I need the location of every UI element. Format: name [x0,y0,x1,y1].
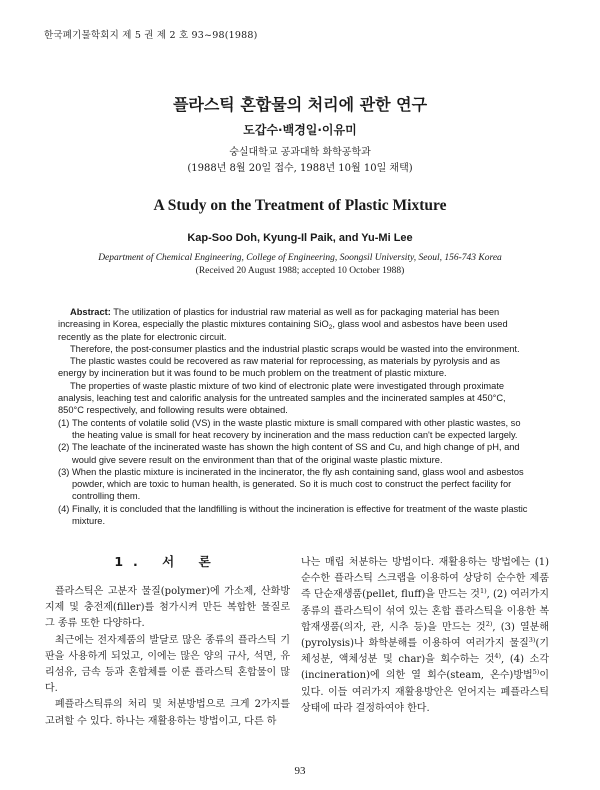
english-authors: Kap-Soo Doh, Kyung-Il Paik, and Yu-Mi Lee [187,232,413,244]
english-dates: (Received 20 August 1988; accepted 10 October 1988) [195,266,405,276]
body-text: , (2) 여러가지 종류의 플라스틱이 섞여 있는 혼합 플라스틱을 이용한 복합재생품(의자, 관, 시추 등)을 만드는 것 [301,589,550,633]
list-item [58,466,530,503]
right-column [301,555,549,717]
english-title: A Study on the Treatment of Plastic Mixture [153,197,447,214]
list-item [58,503,530,528]
body-text: , (3) 열분해(pyrolysis)나 화학분해를 이용하여 여러가지 물질 [301,621,549,650]
list-item [58,417,530,442]
item-text: Finally, it is concluded that the landfilling is without the incineration is effective for treatment of the waste plastic mixture. [72,503,528,527]
english-affiliation: Department of Chemical Engineering, College of Engineering, Soongsil University, Seoul, 156-743 Korea [98,253,502,263]
body-paragraph: 최근에는 전자제품의 발달로 많은 종류의 플라스틱 기판을 사용하게 되었고, 이에는 많은 양의 규사, 석면, 유리섬유, 금속 등과 혼합체를 이룬 플라스틱 혼합물이 많다. [45,634,290,695]
body-paragraph: 폐플라스틱류의 처리 및 처분방법으로 크게 2가지를 고려할 수 있다. 하나는 재활용하는 방법이고, 다른 하 [45,699,290,727]
list-item [58,441,530,466]
item-text: The contents of volatile solid (VS) in the waste plastic mixture is small compared with other plastic wastes, so the heating value is small for heat recovery by incineration and the mass reduction can't be expected largely. [72,417,521,440]
item-number: (3) [58,466,70,477]
body-text: (기체성분, 액체성분 및 char)을 회수하는 것 [301,638,549,666]
item-number: (1) [58,417,70,428]
journal-header: 한국폐기물학회지 제 5 권 제 2 호 93~98(1988) [44,30,258,41]
body-paragraph [301,555,549,717]
results-list [58,417,530,528]
page-number: 93 [294,765,306,777]
abstract-paragraph: Therefore, the post-consumer plastics and the industrial plastic scraps would be wasted into the environment. [70,343,520,354]
korean-affiliation: 숭실대학교 공과대학 화학공학과 [229,147,371,158]
abstract-paragraph: The properties of waste plastic mixture of two kind of electronic plate were investigated through proximate analysis, leaching test and calorific analysis for the untreated samples and the incinerated samples at 450°C, 850°C respectively, and following results were obtained. [58,380,506,416]
abstract [58,306,530,527]
citation: 4) [494,652,502,661]
korean-title: 플라스틱 혼합물의 처리에 관한 연구 [172,95,428,114]
item-number: (4) [58,503,70,514]
body-text: 이 있다. 이들 여러가지 재활용방안은 얻어지는 폐플라스틱 상태에 따라 결정하여야 한다. [301,670,549,714]
item-text: When the plastic mixture is incinerated in the incinerator, the fly ash containing sand, glass wool and asbestos powder, which are toxic to human health, is generated. So it is much cost to construct the perfect facility for controlling them. [72,466,524,502]
body-paragraph: 플라스틱은 고분자 물질(polymer)에 가소제, 산화방지제 및 충전제(filler)를 첨가시켜 만든 복합한 물질로 그 종류 또한 다양하다. [45,586,290,630]
abstract-text: The utilization of plastics for industrial raw material as well as for packaging material has been increasing in Korea, especially the plastic mixtures containing SiO [58,307,500,330]
citation: 2) [485,619,493,628]
korean-authors: 도갑수·백경일·이유미 [243,123,357,137]
citation: 5) [532,668,540,677]
body-text: , (4) 소각(incineration)에 의한 열 회수(steam, 온수)방법 [301,654,549,682]
section-heading: 1. 서 론 [114,554,221,569]
abstract-paragraph: The plastic wastes could be recovered as raw material for reprocessing, as materials by pyrolysis and as energy by incineration but it was found to be much problem on the treatment of plastic mixture. [58,356,500,379]
citation: 1) [479,587,487,596]
korean-dates: (1988년 8월 20일 접수, 1988년 10월 10일 채택) [187,163,413,174]
abstract-label: Abstract: [70,307,111,317]
abstract-text: , glass wool and asbestos have been used recently as the plate for electronic circuit. [58,319,508,342]
item-number: (2) [58,442,70,453]
body-text: 나는 매립 처분하는 방법이다. 재활용하는 방법에는 (1) 순수한 플라스틱 스크랩을 이용하여 상당히 순수한 제품 즉 단순재생품(pellet, fluff)을 만드는 것 [301,557,549,601]
item-text: The leachate of the incinerated waste has shown the high content of SS and Cu, and high change of pH, and would give severe result on the environment than that of the original waste plastic mixture. [72,442,520,465]
left-column [45,552,290,730]
abstract-paragraph [58,306,530,343]
subscript: 2 [328,324,333,332]
citation: 3) [528,636,536,645]
